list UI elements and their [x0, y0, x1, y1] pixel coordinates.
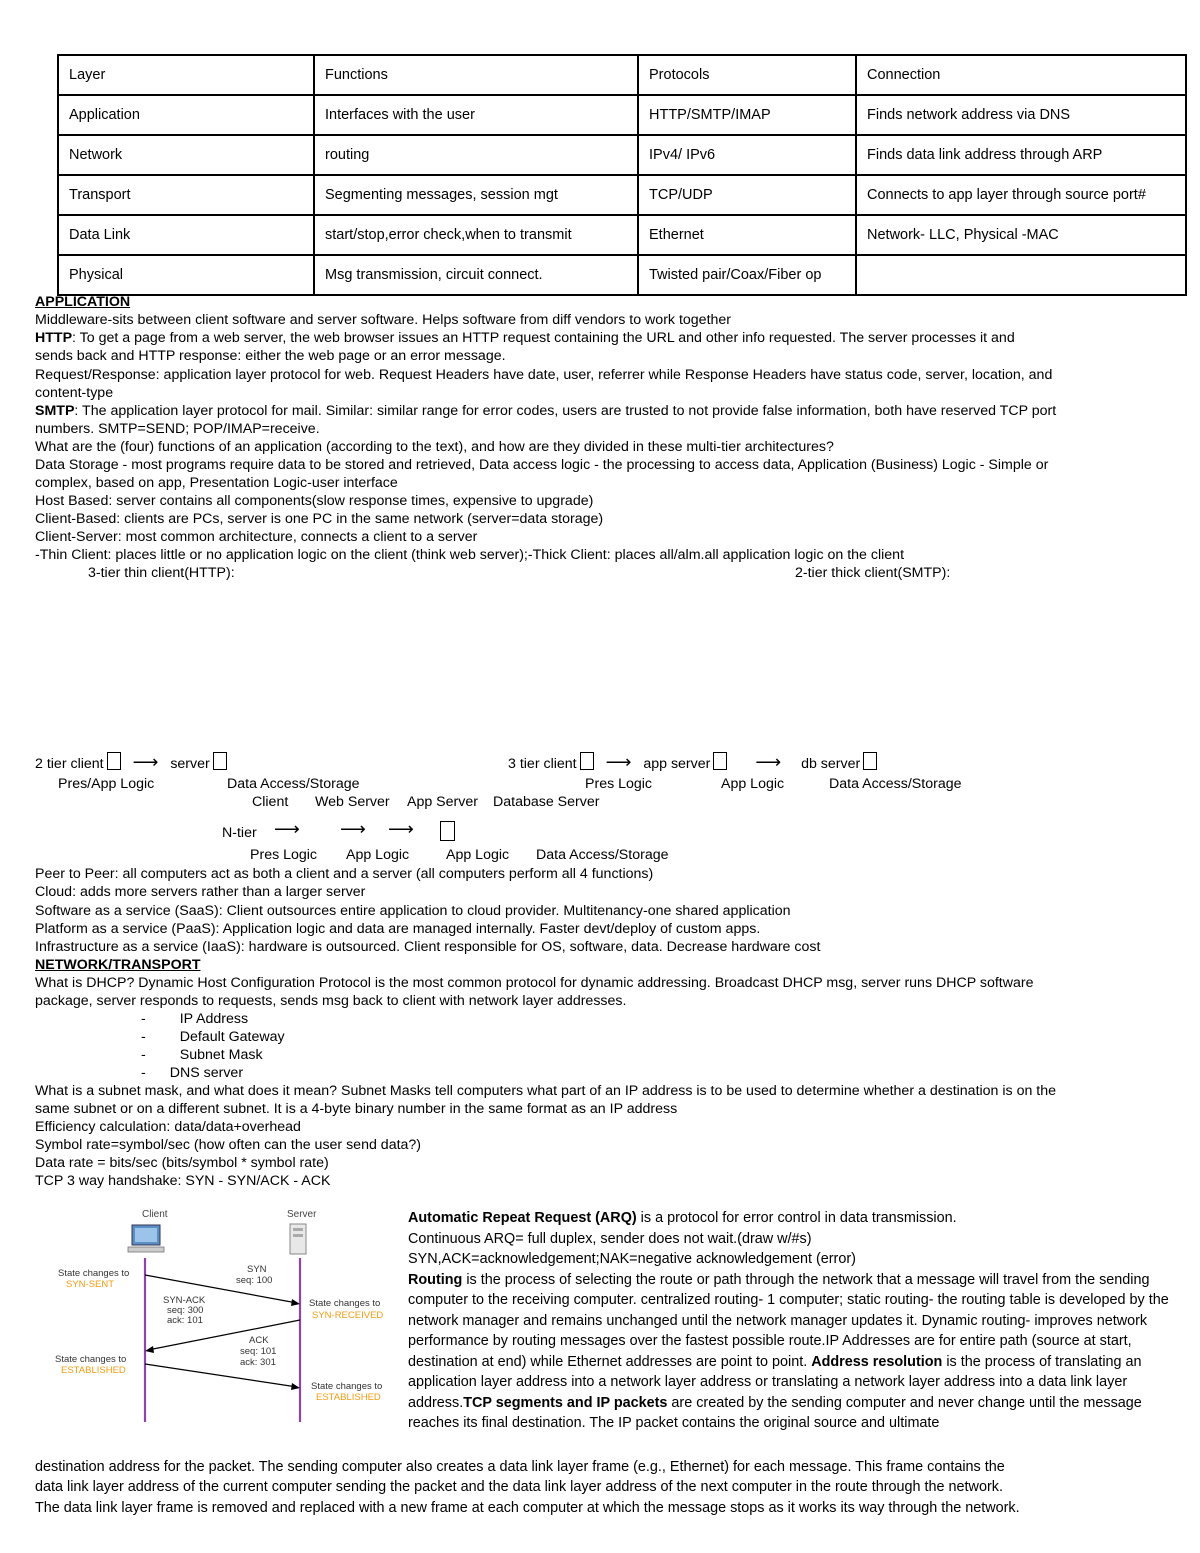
- two-tier-row: [35, 752, 227, 773]
- app-logic-label: App Logic: [346, 847, 410, 863]
- tcp-ip-term: TCP segments and IP packets: [463, 1394, 668, 1411]
- section-heading-network: NETWORK/TRANSPORT: [35, 957, 201, 973]
- dhcp-line-1: What is DHCP? Dynamic Host Configuration Protocol is the most common protocol for dynamic addressing. Broadcast DHCP msg, server runs DHCP software: [35, 975, 1034, 991]
- ack-label: ack: 301: [240, 1357, 276, 1368]
- list-item: - DNS server: [141, 1065, 244, 1081]
- box-icon: [863, 752, 877, 770]
- established-label: ESTABLISHED: [61, 1365, 126, 1376]
- seq-label: seq: 100: [236, 1275, 273, 1286]
- arrow-head-icon: [145, 1346, 154, 1353]
- state-label: State changes to: [309, 1298, 381, 1309]
- smtp-line-2: numbers. SMTP=SEND; POP/IMAP=receive.: [35, 421, 320, 437]
- osi-layer-table: [57, 54, 1187, 296]
- efficiency-text: Efficiency calculation: data/data+overhead: [35, 1119, 301, 1135]
- arq-routing-paragraph: [408, 1208, 1188, 1434]
- ack-label: ACK: [249, 1335, 269, 1346]
- table-cell: Network: [58, 135, 314, 175]
- syn-label: SYN: [247, 1264, 267, 1275]
- arrow-icon: ⟶: [274, 819, 300, 839]
- box-icon: [213, 752, 227, 770]
- http-line-1: [35, 329, 1015, 347]
- routing-term: Routing: [408, 1271, 463, 1288]
- functions-answer-2: complex, based on app, Presentation Logic-user interface: [35, 475, 398, 491]
- table-cell: TCP/UDP: [638, 175, 856, 215]
- app-server-label: app server: [643, 756, 711, 772]
- table-row: [58, 95, 1186, 135]
- final-line-1: destination address for the packet. The sending computer also creates a data link layer frame (e.g., Ethernet) for each message. This frame contains the: [35, 1459, 1005, 1475]
- dhcp-line-2: package, server responds to requests, sends msg back to client with network layer addresses.: [35, 993, 627, 1009]
- table-cell: Finds data link address through ARP: [856, 135, 1186, 175]
- db-server-label: db server: [801, 756, 861, 772]
- box-icon: [440, 821, 455, 841]
- client-computer-icon: [128, 1225, 164, 1252]
- web-server-label: Web Server: [315, 794, 390, 810]
- synack-label: SYN-ACK: [163, 1295, 206, 1306]
- diagram-client-label: Client: [142, 1209, 168, 1220]
- table-cell: Segmenting messages, session mgt: [314, 175, 638, 215]
- box-icon: [580, 752, 594, 770]
- middleware-text: Middleware-sits between client software and server software. Helps software from diff vendors to work together: [35, 312, 732, 328]
- arrow-icon: ⟶: [340, 819, 366, 839]
- ntier-label: N-tier: [222, 825, 257, 841]
- cloud-text: Cloud: adds more servers rather than a larger server: [35, 884, 366, 900]
- table-cell: Transport: [58, 175, 314, 215]
- data-access-storage-label: Data Access/Storage: [536, 847, 669, 863]
- section-heading-application: APPLICATION: [35, 294, 131, 310]
- subnet-line-1: What is a subnet mask, and what does it mean? Subnet Masks tell computers what part of an IP address is to be used to determine whether a destination is on the: [35, 1083, 1057, 1099]
- arrow-head-icon: [291, 1299, 300, 1306]
- seq-label: seq: 101: [240, 1346, 277, 1357]
- table-header: Layer: [58, 55, 314, 95]
- three-tier-row: [508, 752, 877, 773]
- table-row: [58, 215, 1186, 255]
- table-cell: Msg transmission, circuit connect.: [314, 255, 638, 295]
- box-icon: [713, 752, 727, 770]
- arq-line: [408, 1208, 1188, 1229]
- iaas-text: Infrastructure as a service (IaaS): hardware is outsourced. Client responsible for OS, software, data. Decrease hardware cost: [35, 939, 821, 955]
- box-icon: [107, 752, 121, 770]
- data-rate-text: Data rate = bits/sec (bits/symbol * symbol rate): [35, 1155, 329, 1171]
- server-icon: [290, 1224, 306, 1254]
- app-logic-label: App Logic: [721, 776, 785, 792]
- smtp-line-1: [35, 402, 1056, 420]
- host-based-text: Host Based: server contains all components(slow response times, expensive to upgrade): [35, 493, 594, 509]
- table-cell: start/stop,error check,when to transmit: [314, 215, 638, 255]
- continuous-arq-line: Continuous ARQ= full duplex, sender does not wait.(draw w/#s): [408, 1230, 812, 1247]
- pres-logic-label: Pres Logic: [585, 776, 653, 792]
- three-tier-client-label: 3 tier client: [508, 756, 577, 772]
- state-label: State changes to: [58, 1268, 130, 1279]
- syn-received-label: SYN-RECEIVED: [312, 1310, 384, 1321]
- address-resolution-term: Address resolution: [811, 1353, 943, 1370]
- table-header: Connection: [856, 55, 1186, 95]
- saas-text: Software as a service (SaaS): Client outsources entire application to cloud provider. Multitenancy-one shared application: [35, 903, 791, 919]
- table-cell: routing: [314, 135, 638, 175]
- thin-thick-text: -Thin Client: places little or no application logic on the client (think web server);-Thick Client: places all/alm.all application logic on the client: [35, 547, 905, 563]
- ack-label: ack: 101: [167, 1315, 203, 1326]
- syn-sent-label: SYN-SENT: [66, 1279, 115, 1290]
- list-item: - Default Gateway: [141, 1029, 285, 1045]
- state-label: State changes to: [55, 1354, 127, 1365]
- client-server-text: Client-Server: most common architecture, connects a client to a server: [35, 529, 478, 545]
- paas-text: Platform as a service (PaaS): Application logic and data are managed internally. Faster devt/deploy of custom apps.: [35, 921, 761, 937]
- list-item: - Subnet Mask: [141, 1047, 263, 1063]
- final-line-2: data link layer address of the current computer sending the packet and the data link layer address of the next computer in the route through the network.: [35, 1479, 1003, 1495]
- pres-app-logic-label: Pres/App Logic: [58, 776, 155, 792]
- data-access-storage-label: Data Access/Storage: [227, 776, 360, 792]
- syn-ack-line: SYN,ACK=acknowledgement;NAK=negative acknowledgement (error): [408, 1251, 856, 1267]
- routing-text: is the process of selecting the route or path through the network that a message will travel from the sending computer to the receiving computer. centralized routing- 1 computer; static routing- the routing table is developed by the network manager and remains unchanged until the network manager updates it. Dynamic routing- improves network performance by routing messages over the fastest possible route.IP Addresses are for entire path (source at start, destination at end) while Ethernet addresses are point to point.: [408, 1271, 1169, 1370]
- diagram-server-label: Server: [287, 1209, 317, 1220]
- table-header: Protocols: [638, 55, 856, 95]
- app-logic-label: App Logic: [446, 847, 510, 863]
- smtp-label: SMTP: [35, 403, 75, 419]
- seq-label: seq: 300: [167, 1305, 204, 1316]
- handshake-text: TCP 3 way handshake: SYN - SYN/ACK - ACK: [35, 1173, 331, 1189]
- table-cell: Finds network address via DNS: [856, 95, 1186, 135]
- table-cell: Network- LLC, Physical -MAC: [856, 215, 1186, 255]
- table-cell: HTTP/SMTP/IMAP: [638, 95, 856, 135]
- symbol-rate-text: Symbol rate=symbol/sec (how often can the user send data?): [35, 1137, 422, 1153]
- list-item: - IP Address: [141, 1011, 249, 1027]
- table-cell: Interfaces with the user: [314, 95, 638, 135]
- arrow-head-icon: [291, 1383, 300, 1390]
- reqresp-line-1: Request/Response: application layer protocol for web. Request Headers have date, user, referrer while Response Headers have status code, server, location, and: [35, 367, 1053, 383]
- established-label: ESTABLISHED: [316, 1392, 381, 1403]
- table-cell: IPv4/ IPv6: [638, 135, 856, 175]
- p2p-text: Peer to Peer: all computers act as both a client and a server (all computers perform all 4 functions): [35, 866, 654, 882]
- app-server-cap-label: App Server: [407, 794, 478, 810]
- table-header: Functions: [314, 55, 638, 95]
- http-label: HTTP: [35, 330, 73, 346]
- tcp-handshake-diagram: [50, 1200, 400, 1430]
- three-tier-thin-label: 3-tier thin client(HTTP):: [88, 565, 235, 581]
- pres-logic-label: Pres Logic: [250, 847, 318, 863]
- arrow-icon: ⟶: [755, 752, 782, 772]
- http-text: : To get a page from a web server, the web browser issues an HTTP request containing the URL and other info requested. The server processes it and: [72, 330, 1015, 346]
- arq-term: Automatic Repeat Request (ARQ): [408, 1210, 637, 1226]
- arrow-icon: ⟶: [605, 752, 632, 772]
- table-cell: Ethernet: [638, 215, 856, 255]
- table-header-row: [58, 55, 1186, 95]
- table-row: [58, 135, 1186, 175]
- table-cell: [856, 255, 1186, 295]
- table-cell: Connects to app layer through source port#: [856, 175, 1186, 215]
- table-cell: Application: [58, 95, 314, 135]
- data-access-storage-label: Data Access/Storage: [829, 776, 962, 792]
- table-row: [58, 255, 1186, 295]
- final-line-3: The data link layer frame is removed and replaced with a new frame at each computer at which the message stops as it works its way through the network.: [35, 1500, 1020, 1516]
- state-label: State changes to: [311, 1381, 383, 1392]
- routing-paragraph: [408, 1270, 1188, 1434]
- functions-question: What are the (four) functions of an application (according to the text), and how are they divided in these multi-tier architectures?: [35, 439, 834, 455]
- tcp-ip-text: are created by the sending computer and never change until the message reaches its final destination. The IP packet contains the original source and ultimate: [408, 1394, 1142, 1431]
- table-cell: Data Link: [58, 215, 314, 255]
- functions-answer-1: Data Storage - most programs require data to be stored and retrieved, Data access logic - the processing to access data, Application (Business) Logic - Simple or: [35, 457, 1049, 473]
- table-cell: Physical: [58, 255, 314, 295]
- address-resolution-text: is the process of translating an application layer address into a network layer address or translating a network layer address into a data link layer address.: [408, 1353, 1142, 1411]
- two-tier-thick-label: 2-tier thick client(SMTP):: [795, 565, 951, 581]
- subnet-line-2: same subnet or on a different subnet. It is a 4-byte binary number in the same format as an IP address: [35, 1101, 678, 1117]
- smtp-text: : The application layer protocol for mail. Similar: similar range for error codes, users are trusted to not provide false information, both have reserved TCP port: [74, 403, 1057, 419]
- arrow-icon: ⟶: [132, 752, 159, 772]
- table-row: [58, 175, 1186, 215]
- database-server-label: Database Server: [493, 794, 600, 810]
- http-line-2: sends back and HTTP response: either the web page or an error message.: [35, 348, 506, 364]
- two-tier-client-label: 2 tier client: [35, 756, 104, 772]
- client-label: Client: [252, 794, 289, 810]
- reqresp-line-2: content-type: [35, 385, 114, 401]
- server-label: server: [170, 756, 210, 772]
- arq-text: is a protocol for error control in data transmission.: [636, 1210, 957, 1226]
- arrow-icon: ⟶: [388, 819, 414, 839]
- client-based-text: Client-Based: clients are PCs, server is one PC in the same network (server=data storage): [35, 511, 604, 527]
- table-cell: Twisted pair/Coax/Fiber op: [638, 255, 856, 295]
